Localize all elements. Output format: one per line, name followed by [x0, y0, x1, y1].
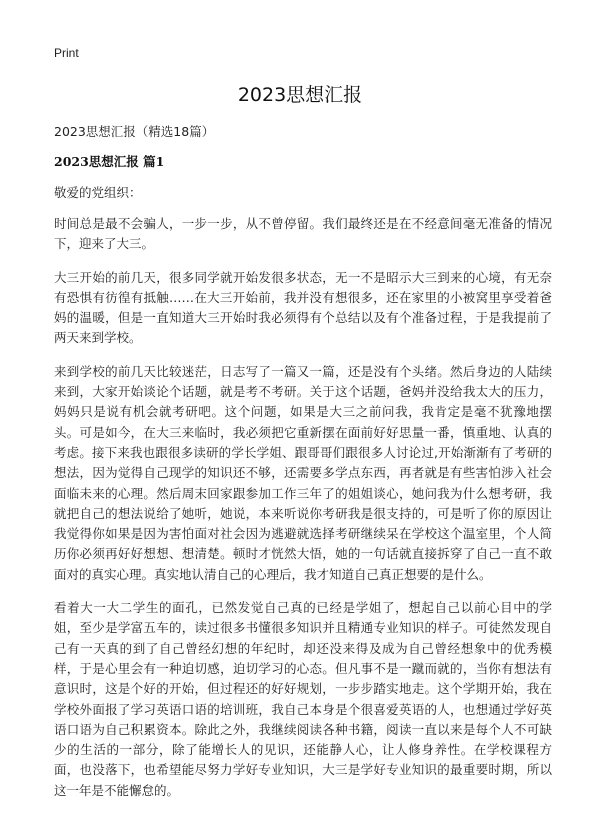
salutation: 敬爱的党组织： [54, 185, 142, 200]
body-paragraph: 看着大一大二学生的面孔，已然发觉自己真的已经是学姐了，想起自己以前心目中的学姐，至少是学富五车的，读过很多书懂很多知识并且精通专业知识的样子。可徒然发现自己有一天真的到了自己曾经幻想的年纪时，却还没来得及成为自己曾经想象中的优秀模样，于是心里会有一种迫切感，迫切学习的心态。但凡事不是一蹴而就的，当你有想法有意识时，这是个好的开始，但过程还的好好规划，一步步踏实地走。这个学期开始，我在学校外面报了学习英语口语的培训班，我自己本身是个很喜爱英语的人，也想通过学好英语口语为自己积累资本。除此之外，我继续阅读各种书籍，阅读一直以来是每个人不可缺少的生活的一部分，除了能增长人的见识，还能静人心，让人修身养性。在学校课程方面，也没落下，也希望能尽努力学好专业知识，大三是学好专业知识的最重要时期，所以这一年是不能懈怠的。 [54, 600, 552, 798]
body-paragraph: 来到学校的前几天比较迷茫，日志写了一篇又一篇，还是没有个头绪。然后身边的人陆续来到，大家开始谈论个话题，就是考不考研。关于这个话题，爸妈并没给我太大的压力，妈妈只是说有机会就考研吧。这个问题，如果是大三之前问我，我肯定是毫不犹豫地摆头。可是如今，在大三来临时，我必须把它重新摆在面前好好思量一番，慎重地、认真的考虑。接下来我也跟很多读研的学长学姐、跟哥哥们跟很多人讨论过,开始渐渐有了考研的想法，因为觉得自己现学的知识还不够，还需要多学点东西，再者就是有些害怕涉入社会面临未来的心理。然后周末回家跟参加工作三年了的姐姐谈心，她问我为什么想考研，我就把自己的想法说给了她听，她说，本来听说你考研我是很支持的，可是听了你的原因让我觉得你如果是因为害怕面对社会因为逃避就选择考研继续呆在学校这个温室里，个人简历你必须再好好想想、想清楚。顿时才恍然大悟，她的一句话就直接拆穿了自己一直不敢面对的真实心理。真实地认清自己的心理后，我才知道自己真正想要的是什么。 [54, 363, 552, 582]
section-heading: 2023思想汇报 篇1 [54, 154, 165, 169]
print-label: Print [54, 46, 79, 60]
body-paragraph: 时间总是最不会骗人，一步一步，从不曾停留。我们最终还是在不经意间毫无准备的情况下，迎来了大三。 [54, 216, 552, 252]
body-paragraph: 大三开始的前几天，很多同学就开始发很多状态，无一不是昭示大三到来的心境，有无奈有恐惧有彷徨有抵触……在大三开始前，我并没有想很多，还在家里的小被窝里享受着爸妈的温暖，但是一直知道大三开始时我必须得有个总结以及有个准备过程，于是我提前了两天来到学校。 [54, 269, 552, 346]
document-title: 2023思想汇报 [237, 84, 363, 106]
document-body [54, 214, 552, 814]
document-subtitle: 2023思想汇报（精选18篇） [54, 124, 215, 139]
